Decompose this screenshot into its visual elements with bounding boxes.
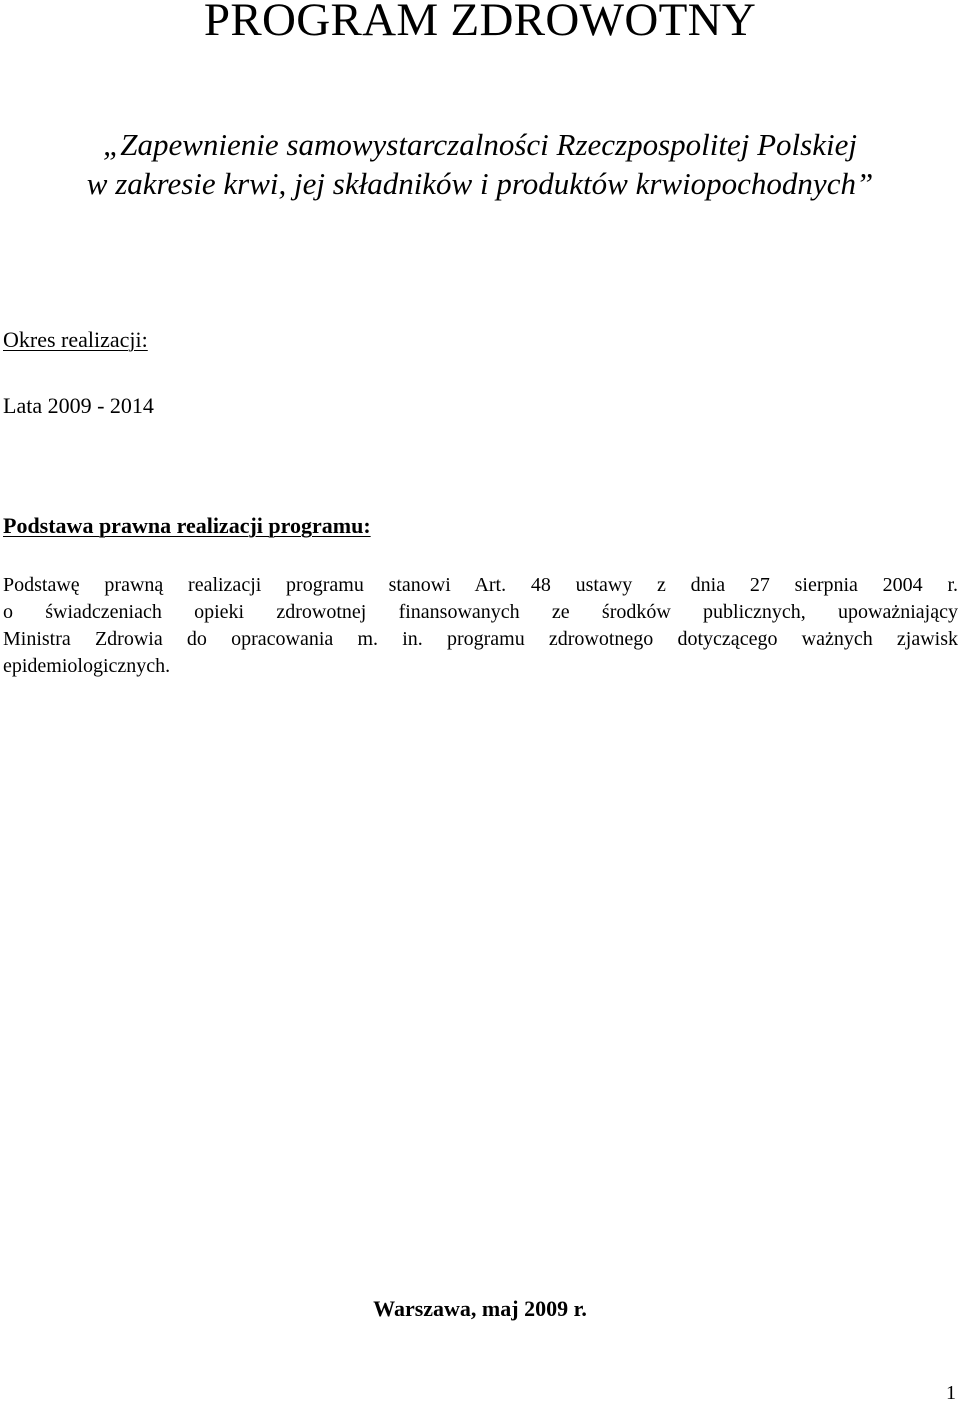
period-label: Okres realizacji:	[3, 327, 148, 352]
place-and-date: Warszawa, maj 2009 r.	[373, 1296, 587, 1321]
legal-basis-line-3: Ministra Zdrowia do opracowania m. in. programu zdrowotnego dotyczącego ważnych zjawisk	[3, 628, 958, 650]
period-value: Lata 2009 - 2014	[3, 393, 154, 418]
legal-basis-heading: Podstawa prawna realizacji programu:	[3, 513, 371, 538]
program-name-line-1: „Zapewnienie samowystarczalności Rzeczpospolitej Polskiej	[103, 127, 857, 162]
page-number: 1	[946, 1382, 956, 1404]
program-name-line-2: w zakresie krwi, jej składników i produktów krwiopochodnych”	[86, 166, 874, 201]
document-title: PROGRAM ZDROWOTNY	[203, 0, 757, 46]
legal-basis-line-2: o świadczeniach opieki zdrowotnej finansowanych ze środków publicznych, upoważniający	[3, 601, 958, 623]
legal-basis-line-4: epidemiologicznych.	[3, 655, 171, 677]
legal-basis-paragraph	[3, 572, 958, 680]
legal-basis-line-1: Podstawę prawną realizacji programu stanowi Art. 48 ustawy z dnia 27 sierpnia 2004 r.	[3, 574, 958, 596]
program-name	[0, 125, 960, 203]
